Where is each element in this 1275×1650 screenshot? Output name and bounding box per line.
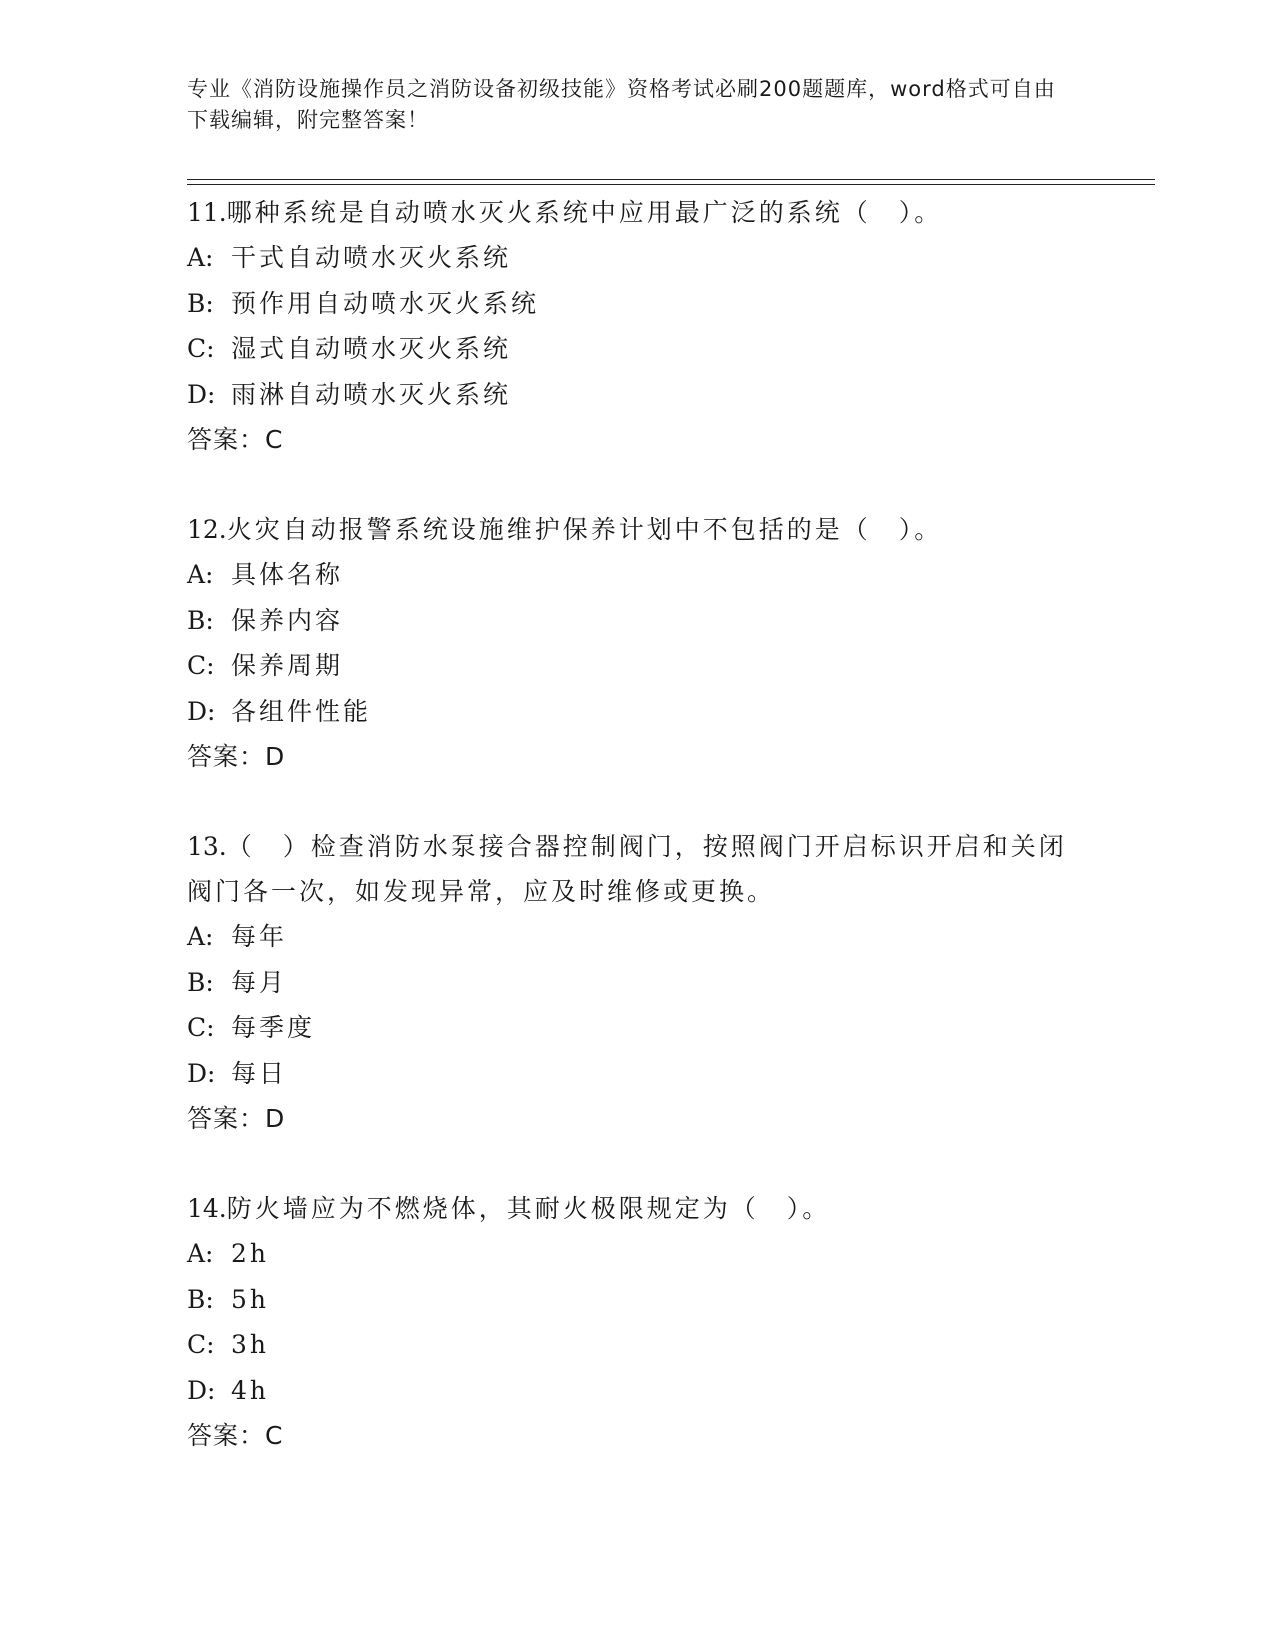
option-letter: A: (187, 1239, 214, 1268)
option-c (187, 1005, 1087, 1051)
option-list (187, 914, 1087, 1096)
question-text: （ ）检查消防水泵接合器控制阀门，按照阀门开启标识开启和关闭阀门各一次，如发现异常，应及时维修或更换。 (187, 832, 1067, 906)
question-12 (187, 507, 1087, 779)
option-text: 具体名称 (231, 560, 344, 589)
option-text: 5h (231, 1284, 270, 1314)
option-d (187, 1368, 1087, 1414)
question-stem (187, 190, 1087, 235)
question-11 (187, 190, 1087, 462)
option-letter: D: (187, 1375, 216, 1405)
question-list (187, 190, 1087, 1503)
option-letter: A: (187, 922, 214, 951)
option-b (187, 1277, 1087, 1323)
option-d (187, 1051, 1087, 1097)
option-letter: B: (187, 967, 214, 997)
answer-line: 答案：D (187, 1104, 286, 1133)
option-text: 3h (231, 1330, 270, 1359)
question-stem (187, 507, 1087, 552)
option-letter: B: (187, 288, 214, 318)
question-13 (187, 824, 1087, 1141)
option-text: 每季度 (231, 1013, 316, 1042)
question-number: 13. (187, 832, 227, 861)
option-text: 湿式自动喷水灭火系统 (231, 334, 512, 363)
option-list (187, 552, 1087, 734)
question-stem (187, 1186, 1087, 1231)
option-text: 保养周期 (231, 651, 344, 680)
option-letter: A: (187, 243, 214, 272)
question-number: 11. (187, 198, 227, 227)
option-letter: C: (187, 334, 215, 363)
option-b (187, 281, 1087, 327)
question-14 (187, 1186, 1087, 1458)
option-letter: D: (187, 379, 216, 409)
option-a (187, 914, 1087, 960)
option-text: 每日 (231, 1058, 288, 1088)
option-b (187, 598, 1087, 644)
answer-line: 答案：C (187, 425, 284, 454)
option-b (187, 960, 1087, 1006)
option-a (187, 1231, 1087, 1277)
question-number: 12. (187, 515, 227, 544)
option-c (187, 643, 1087, 689)
option-list (187, 235, 1087, 417)
option-c (187, 1322, 1087, 1368)
option-letter: C: (187, 1330, 215, 1359)
option-letter: D: (187, 1058, 216, 1088)
option-letter: A: (187, 560, 214, 589)
answer-line: 答案：D (187, 742, 286, 771)
option-text: 干式自动喷水灭火系统 (231, 243, 512, 272)
option-letter: B: (187, 605, 214, 635)
option-text: 保养内容 (231, 605, 344, 635)
option-letter: B: (187, 1284, 214, 1314)
option-c (187, 326, 1087, 372)
question-text: 防火墙应为不燃烧体，其耐火极限规定为（ ）。 (226, 1194, 831, 1223)
header-divider-top (187, 179, 1155, 180)
option-list (187, 1231, 1087, 1413)
option-text: 各组件性能 (231, 696, 372, 726)
option-a (187, 235, 1087, 281)
option-letter: C: (187, 651, 215, 680)
answer-line: 答案：C (187, 1421, 284, 1450)
option-text: 雨淋自动喷水灭火系统 (231, 379, 512, 409)
option-d (187, 689, 1087, 735)
document-header: 专业《消防设施操作员之消防设备初级技能》资格考试必刷200题题库，word格式可自由下载编辑，附完整答案！ (187, 77, 1056, 132)
option-letter: C: (187, 1013, 215, 1042)
option-d (187, 372, 1087, 418)
option-text: 预作用自动喷水灭火系统 (231, 288, 540, 318)
option-text: 每月 (231, 967, 288, 997)
option-text: 每年 (231, 922, 288, 951)
question-number: 14. (187, 1194, 227, 1223)
question-stem (187, 824, 1087, 914)
question-text: 火灾自动报警系统设施维护保养计划中不包括的是（ ）。 (226, 515, 943, 544)
option-a (187, 552, 1087, 598)
option-text: 2h (231, 1239, 270, 1268)
option-letter: D: (187, 696, 216, 726)
question-text: 哪种系统是自动喷水灭火系统中应用最广泛的系统（ ）。 (226, 198, 943, 227)
option-text: 4h (231, 1375, 270, 1405)
header-divider-bottom (187, 184, 1155, 185)
